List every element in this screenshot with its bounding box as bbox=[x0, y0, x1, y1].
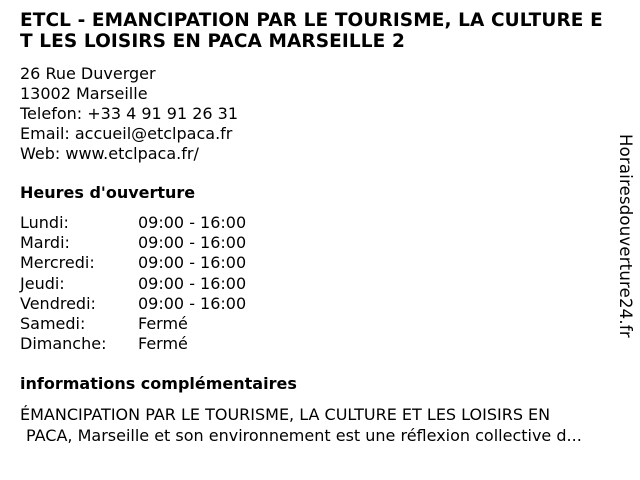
page-title: ETCL - EMANCIPATION PAR LE TOURISME, LA CULTURE ET LES LOISIRS EN PACA MARSEILLE 2 bbox=[20, 10, 603, 52]
hours-row bbox=[20, 294, 280, 314]
day-label: Jeudi: bbox=[20, 273, 65, 293]
description-line: PACA, Marseille et son environnement est une réflexion collective d... bbox=[26, 426, 582, 445]
day-label: Vendredi: bbox=[20, 293, 96, 313]
time-value: Fermé bbox=[138, 334, 188, 354]
address-block bbox=[20, 64, 238, 164]
phone-number: Telefon: +33 4 91 91 26 31 bbox=[20, 104, 239, 123]
street-address: 26 Rue Duverger bbox=[20, 64, 156, 83]
hours-row bbox=[20, 274, 280, 294]
day-label: Samedi: bbox=[20, 313, 86, 333]
day-label: Mercredi: bbox=[20, 253, 95, 273]
day-label: Dimanche: bbox=[20, 334, 107, 354]
description-line: ÉMANCIPATION PAR LE TOURISME, LA CULTURE ET LES LOISIRS EN bbox=[20, 405, 551, 424]
time-value: 09:00 - 16:00 bbox=[138, 253, 247, 273]
watermark-text: Horairesdouverture24.fr bbox=[616, 134, 635, 338]
time-value: 09:00 - 16:00 bbox=[138, 293, 247, 313]
hours-row bbox=[20, 314, 280, 334]
opening-hours-heading: Heures d'ouverture bbox=[20, 183, 196, 202]
time-value: 09:00 - 16:00 bbox=[138, 273, 247, 293]
city-postcode: 13002 Marseille bbox=[20, 84, 148, 103]
hours-row bbox=[20, 334, 280, 354]
day-label: Mardi: bbox=[20, 233, 70, 253]
day-label: Lundi: bbox=[20, 213, 69, 232]
time-value: 09:00 - 16:00 bbox=[138, 213, 247, 232]
hours-row bbox=[20, 213, 280, 233]
hours-row bbox=[20, 253, 280, 273]
website-address: Web: www.etclpaca.fr/ bbox=[20, 144, 199, 163]
hours-row bbox=[20, 233, 280, 253]
description-text bbox=[20, 404, 630, 446]
email-address: Email: accueil@etclpaca.fr bbox=[20, 124, 233, 143]
time-value: Fermé bbox=[138, 313, 188, 333]
opening-hours-table bbox=[20, 213, 280, 354]
additional-info-heading: informations complémentaires bbox=[20, 374, 297, 393]
time-value: 09:00 - 16:00 bbox=[138, 233, 247, 253]
